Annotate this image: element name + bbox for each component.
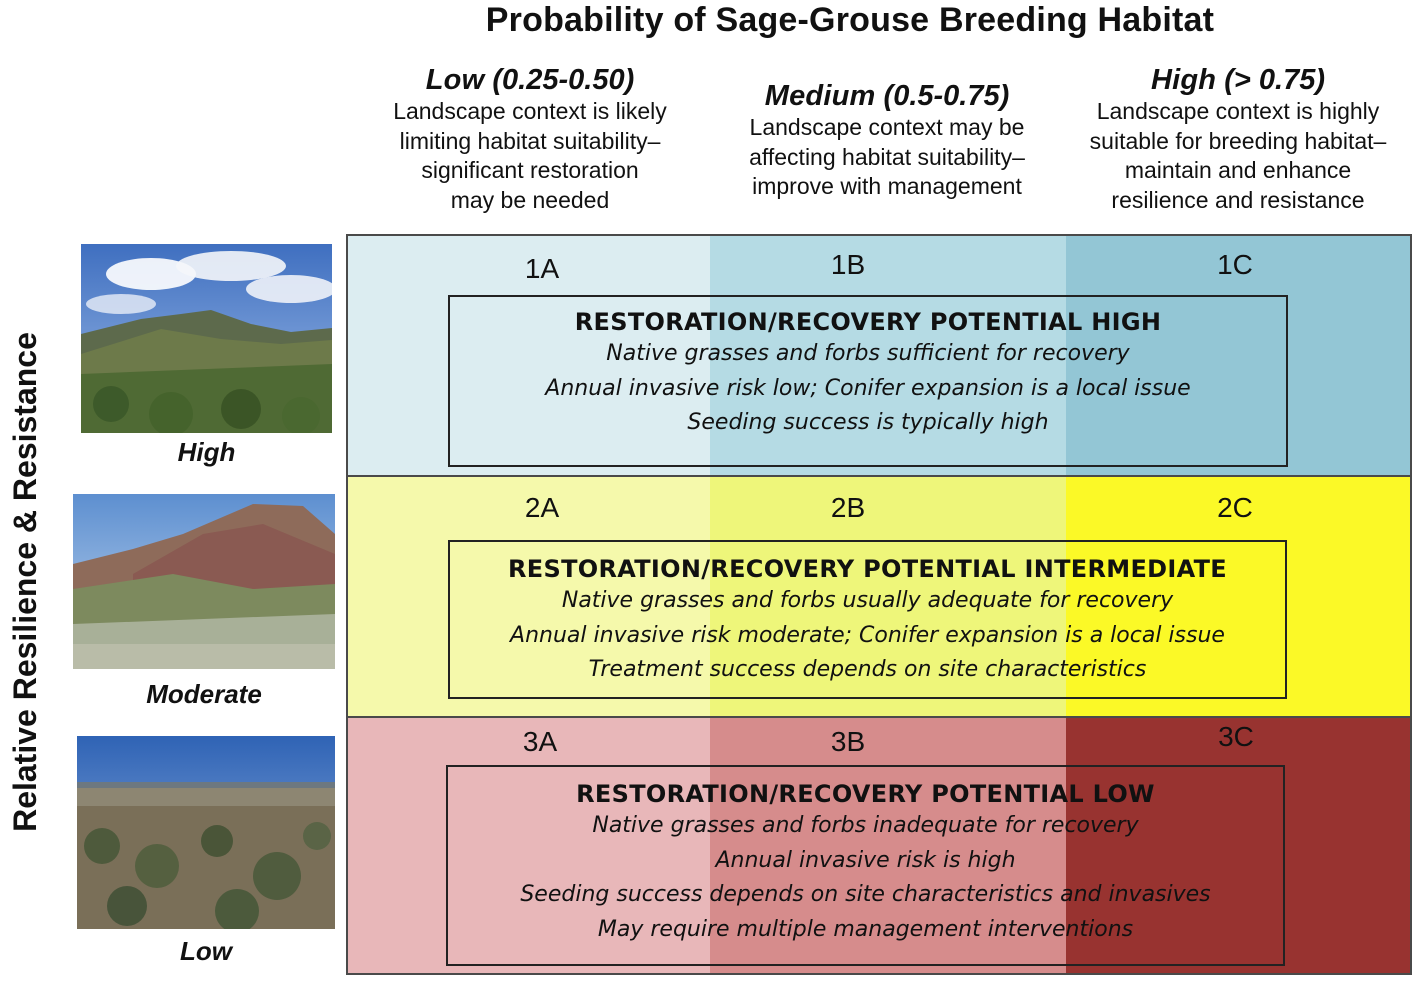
box-line: Treatment success depends on site characteristics [588, 657, 1147, 682]
potential-box-high [448, 295, 1288, 467]
desc-line: improve with management [752, 173, 1022, 199]
box-title: RESTORATION/RECOVERY POTENTIAL LOW [576, 780, 1155, 808]
desc-line: Landscape context may be [749, 114, 1025, 140]
cell-code-1b: 1B [830, 249, 866, 280]
column-level: Low [425, 64, 485, 96]
cell-code-2a: 2A [524, 492, 560, 523]
box-line: Native grasses and forbs inadequate for recovery [592, 813, 1139, 838]
box-line: May require multiple management interventions [597, 916, 1134, 942]
box-line: Seeding success depends on site characteristics and invasives [520, 882, 1211, 907]
diagram-title: Probability of Sage-Grouse Breeding Habitat [485, 1, 1215, 39]
cell-code-1c: 1C [1217, 249, 1253, 280]
desc-line: Landscape context is likely [393, 98, 667, 124]
column-range: (0.5-0.75) [883, 80, 1010, 112]
desc-line: resilience and resistance [1111, 186, 1365, 213]
desc-line: affecting habitat suitability– [749, 143, 1025, 170]
desc-line: maintain and enhance [1124, 157, 1352, 183]
column-level: High [1150, 64, 1217, 96]
potential-box-low [446, 765, 1285, 966]
cell-code-1a: 1A [524, 253, 560, 284]
desc-line: limiting habitat suitability– [399, 127, 661, 154]
box-line: Annual invasive risk low; Conifer expansion is a local issue [545, 375, 1191, 401]
box-line: Native grasses and forbs sufficient for recovery [606, 341, 1130, 366]
column-description [1063, 97, 1413, 215]
box-line: Annual invasive risk is high [715, 847, 1016, 873]
box-title: RESTORATION/RECOVERY POTENTIAL INTERMEDIATE [508, 555, 1227, 583]
column-description [712, 113, 1062, 202]
cell-code-2b: 2B [830, 492, 866, 523]
desc-line: may be needed [450, 186, 610, 213]
box-title: RESTORATION/RECOVERY POTENTIAL HIGH [574, 308, 1162, 336]
row-label-low: Low [180, 936, 232, 966]
row-label-high: High [177, 437, 236, 467]
desc-line: Landscape context is highly [1096, 98, 1380, 124]
column-range: (0.25-0.50) [492, 64, 635, 96]
box-line: Annual invasive risk moderate; Conifer expansion is a local issue [510, 622, 1225, 648]
row-label-moderate: Moderate [146, 679, 262, 709]
landscape-photo-low [77, 736, 335, 929]
potential-box-intermediate [448, 540, 1287, 699]
column-description [370, 97, 690, 215]
box-line: Seeding success is typically high [687, 410, 1049, 435]
cell-code-3b: 3B [830, 726, 866, 757]
y-axis-label: Relative Resilience & Resistance [7, 332, 43, 832]
column-level: Medium [764, 80, 876, 112]
cell-code-3a: 3A [522, 726, 558, 757]
cell-code-3c: 3C [1218, 721, 1254, 752]
landscape-photo-moderate [73, 494, 335, 669]
desc-line: suitable for breeding habitat– [1089, 127, 1387, 154]
box-line: Native grasses and forbs usually adequate for recovery [561, 588, 1174, 613]
column-header-high [1063, 63, 1413, 215]
desc-line: significant restoration [421, 157, 639, 183]
column-header-medium [712, 79, 1062, 202]
landscape-photo-high [81, 244, 332, 433]
column-header-low [370, 63, 690, 215]
cell-code-2c: 2C [1217, 492, 1253, 523]
column-range: (> 0.75) [1224, 64, 1326, 96]
